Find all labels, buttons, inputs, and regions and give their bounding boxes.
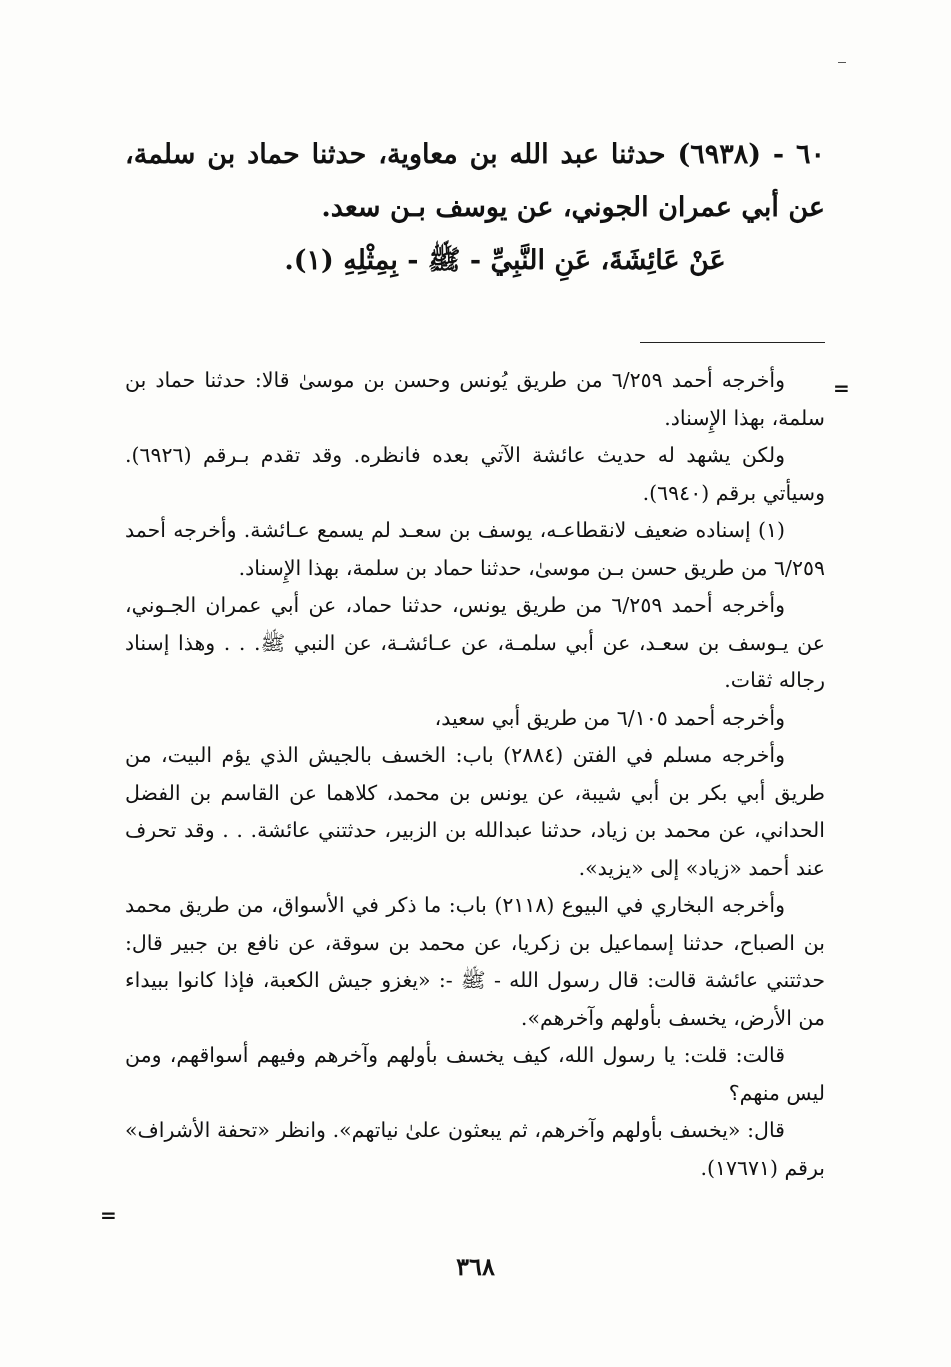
edge-tick [838,62,846,63]
footnotes [125,362,825,1187]
footnote-paragraph: وأخرجه أحمد ٦/٢٥٩ من طريق يونس، حدثنا حماد، عن أبي عمران الجـوني، عن يـوسف بن سعـد، عن أبي سلمـة، عن عـائشـة، عن النبي ﷺ. . . وهذا إسناد رجاله ثقات. [125,593,825,692]
continuation-mark-bottom: = [100,1203,117,1227]
main-text [125,128,825,287]
footnote-paragraph: قال: «يخسف بأولهم وآخرهم، ثم يبعثون علىٰ نياتهم». وانظر «تحفة الأشراف» برقم (١٧٦٧١). [125,1118,825,1180]
footnote-paragraph: وأخرجه أحمد ٦/١٠٥ من طريق أبي سعيد، [434,705,785,730]
footnote-paragraph: وأخرجه أحمد ٦/٢٥٩ من طريق يُونس وحسن بن موسىٰ قالا: حدثنا حماد بن سلمة، بهذا الإِسناد. [125,368,825,430]
footnote-paragraph: وأخرجه البخاري في البيوع (٢١١٨) باب: ما ذكر في الأسواق، من طريق محمد بن الصباح، حدثنا إسماعيل بن زكريا، عن محمد بن سوقة، عن نافع بن جبير قال: حدثتني عائشة قالت: قال رسول الله - ﷺ -: «يغزو جيش الكعبة، فإذا كانوا ببيداء من الأرض، يخسف بأولهم وآخرهم». [125,893,825,1030]
hadith-text: عَنْ عَائِشَةَ، عَنِ النَّبِيِّ - ﷺ - بِمِثْلِهِ (١). [284,245,726,276]
footnote-paragraph: وأخرجه مسلم في الفتن (٢٨٨٤) باب: الخسف بالجيش الذي يؤم البيت، من طريق أبي بكر بن أبي شيبة، عن يونس بن محمد، كلاهما عن القاسم بن الفضل الحداني، عن محمد بن زياد، حدثنا عبدالله بن الزبير، حدثتني عائشة. . . وقد تحرف عند أحمد «زياد» إلى «يزيد». [125,743,825,880]
footnote-1: (١) إسناده ضعيف لانقطاعـه، يوسف بن سعـد لم يسمع عـائشة. وأخرجه أحمد ٦/٢٥٩ من طريق حسن بـن موسىٰ، حدثنا حماد بن سلمة، بهذا الإِسناد. [125,518,825,580]
footnote-paragraph: ولكن يشهد له حديث عائشة الآتي بعده فانظره. وقد تقدم بـرقم (٦٩٢٦). وسيأتي برقم (٦٩٤٠). [125,443,825,505]
footnote-separator [640,342,825,343]
page-number: ٣٦٨ [456,1252,495,1281]
continuation-mark-top: = [833,376,850,400]
footnote-paragraph: قالت: قلت: يا رسول الله، كيف يخسف بأولهم وآخرهم وفيهم أسواقهم، ومن ليس منهم؟ [125,1043,825,1105]
hadith-chain: ٦٠ - (٦٩٣٨) حدثنا عبد الله بن معاوية، حدثنا حماد بن سلمة، عن أبي عمران الجوني، عن يوسف بـن سعد. [125,139,826,223]
